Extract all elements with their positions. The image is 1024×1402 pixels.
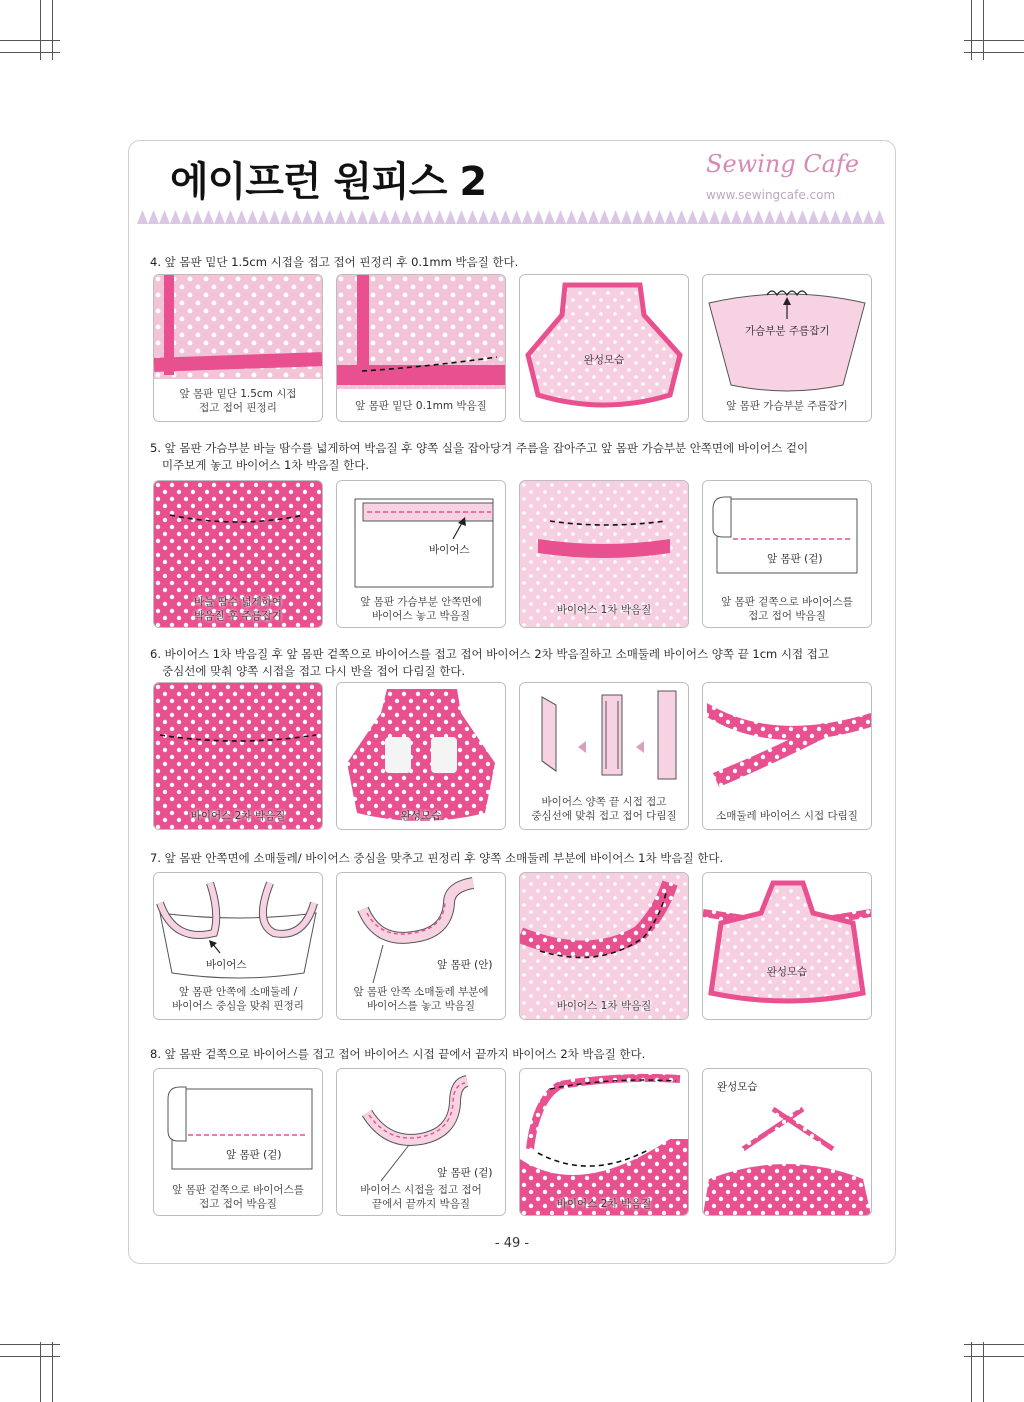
step-8-panel-3 [519, 1068, 689, 1216]
step-5-panel-2 [336, 480, 506, 628]
step-8-panel-2 [336, 1068, 506, 1216]
diagram-label: 바이어스 [429, 544, 470, 556]
step-4-panel-1 [153, 274, 323, 422]
panel-caption: 앞 몸판 밑단 1.5cm 시접 접고 접어 핀정리 [179, 388, 297, 414]
panel-caption: 완성모습 [583, 354, 625, 366]
panel-caption: 앞 몸판 안쪽 소매둘레 부분에 바이어스를 놓고 박음질 [353, 986, 489, 1012]
step-7-instruction: 7. 앞 몸판 안쪽면에 소매둘레/ 바이어스 중심을 맞추고 핀정리 후 양쪽 소매둘레 부분에 바이어스 1차 박음질 한다. [150, 851, 724, 865]
step-6-panel-1 [153, 682, 323, 830]
step-8-panel-4 [702, 1068, 872, 1216]
panel-caption: 앞 몸판 겉쪽으로 바이어스를 접고 접어 박음질 [172, 1184, 304, 1210]
step-6-instruction: 6. 바이어스 1차 박음질 후 앞 몸판 겉쪽으로 바이어스를 접고 접어 바이어스 2차 박음질하고 소매둘레 바이어스 양쪽 끝 1cm 시접 접고 중심선에 맞춰 양쪽 시접을 접고 다시 반을 접어 다림질 한다. [150, 647, 830, 678]
step-4-panel-4 [702, 274, 872, 422]
step-6-panel-2 [336, 682, 506, 830]
panel-caption: 앞 몸판 겉쪽으로 바이어스를 접고 접어 박음질 [721, 596, 853, 622]
panel-caption: 앞 몸판 가슴부분 주름잡기 [726, 400, 848, 412]
panel-caption: 바이어스 2차 박음질 [556, 1198, 652, 1210]
step-4-panel-2 [336, 274, 506, 422]
step-8-panel-1 [153, 1068, 323, 1216]
diagram-label: 바이어스 [206, 959, 247, 971]
diagram-label: 앞 몸판 (겉) [767, 553, 823, 565]
panel-caption: 앞 몸판 안쪽에 소매둘레 / 바이어스 중심을 맞춰 핀정리 [172, 986, 304, 1012]
panel-caption: 소매둘레 바이어스 시접 다림질 [716, 810, 858, 822]
panel-caption: 바이어스 양쪽 끝 시접 접고 중심선에 맞춰 접고 접어 다림질 [531, 796, 677, 822]
step-5-panel-3 [519, 480, 689, 628]
diagram-label: 앞 몸판 (겉) [226, 1149, 282, 1161]
step-6-panel-3 [519, 682, 689, 830]
logo-url: www.sewingcafe.com [706, 188, 836, 202]
panel-caption: 바늘 땀수 넓게하여 박음질 후 주름잡기 [194, 596, 282, 622]
panel-caption: 바이어스 시접을 접고 접어 끝에서 끝까지 박음질 [360, 1184, 482, 1210]
diagram-label: 앞 몸판 (겉) [437, 1167, 493, 1179]
step-7-panel-2 [336, 872, 506, 1020]
panel-caption: 완성모습 [766, 966, 808, 978]
step-4-panel-3 [519, 274, 689, 422]
step-7-panel-3 [519, 872, 689, 1020]
diagram-label: 완성모습 [717, 1081, 758, 1093]
panel-caption: 완성모습 [400, 810, 442, 822]
panel-caption: 바이어스 2차 박음질 [190, 810, 286, 822]
step-5-instruction: 5. 앞 몸판 가슴부분 바늘 땀수를 넓게하여 박음질 후 양쪽 실을 잡아당겨 주름을 잡아주고 앞 몸판 가슴부분 안쪽면에 바이어스 겉이 미주보게 놓고 바이어스 1차 박음질 한다. [150, 441, 809, 472]
panel-caption: 바이어스 1차 박음질 [556, 1000, 652, 1012]
logo-wordmark: Sewing Cafe [706, 150, 860, 178]
step-7-panel-4 [702, 872, 872, 1020]
step-5-panel-1 [153, 480, 323, 628]
panel-caption: 앞 몸판 밑단 0.1mm 박음질 [355, 400, 487, 412]
panel-caption: 앞 몸판 가슴부분 안쪽면에 바이어스 놓고 박음질 [360, 596, 482, 622]
step-4-instruction: 4. 앞 몸판 밑단 1.5cm 시접을 접고 접어 핀정리 후 0.1mm 박음질 한다. [150, 255, 519, 269]
step-7-panel-1 [153, 872, 323, 1020]
diagram-label: 가슴부분 주름잡기 [745, 325, 830, 337]
page-number: - 49 - [494, 1236, 530, 1251]
step-8-instruction: 8. 앞 몸판 겉쪽으로 바이어스를 접고 접어 바이어스 시접 끝에서 끝까지 바이어스 2차 박음질 한다. [150, 1047, 646, 1061]
panel-caption: 바이어스 1차 박음질 [556, 604, 652, 616]
brand-logo [706, 150, 866, 210]
diagram-label: 앞 몸판 (안) [437, 959, 493, 971]
step-6-panel-4 [702, 682, 872, 830]
page-title: 에이프런 원피스 2 [170, 159, 487, 205]
zigzag-divider [137, 210, 885, 224]
step-5-panel-4 [702, 480, 872, 628]
